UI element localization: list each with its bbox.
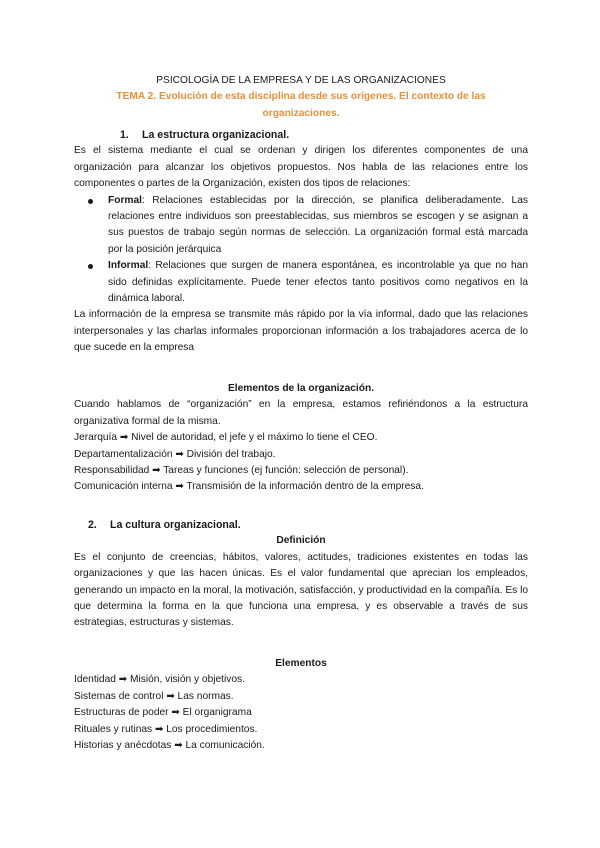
element-term: Comunicación interna <box>74 481 173 493</box>
list-item <box>74 738 528 754</box>
list-item <box>74 672 528 688</box>
arrow-icon: ➡ <box>175 481 184 493</box>
course-title: PSICOLOGÍA DE LA EMPRESA Y DE LAS ORGANIZACIONES <box>156 75 446 86</box>
section-2-title: La cultura organizacional. <box>110 519 241 531</box>
section-1-intro: Es el sistema mediante el cual se ordenan y dirigen los diferentes componentes de una organización para alcanzar los objetivos propuestos. Nos habla de las relaciones entre los componentes o partes de la Organización, existen dos tipos de relaciones: <box>74 145 528 190</box>
culture-elements-title: Elementos <box>275 658 327 669</box>
element-description: División del trabajo. <box>186 448 276 460</box>
section-2-number: 2. <box>88 519 97 531</box>
element-term: Jerarquía <box>74 432 118 444</box>
section-1-title: La estructura organizacional. <box>142 129 290 141</box>
document-header <box>74 73 528 122</box>
section-1-number: 1. <box>120 129 129 141</box>
org-elements <box>74 381 528 496</box>
culture-elements <box>74 656 528 754</box>
arrow-icon: ➡ <box>118 674 128 686</box>
arrow-icon: ➡ <box>171 707 180 719</box>
element-description: Nivel de autoridad, el jefe y el máximo lo tiene el CEO. <box>131 432 378 444</box>
element-description: Transmisión de la información dentro de la empresa. <box>186 481 424 493</box>
arrow-icon: ➡ <box>175 448 184 460</box>
element-description: El organigrama <box>182 707 252 719</box>
list-item <box>74 258 528 307</box>
bullet-term: Formal <box>108 194 142 206</box>
arrow-icon: ➡ <box>119 432 129 444</box>
element-term: Historias y anécdotas <box>74 740 172 752</box>
bullet-text: : Relaciones que surgen de manera espontánea, es incontrolable ya que no han sido definidas explícitamente. Puede tener efectos tanto positivos como negativos en la dinámica laboral. <box>108 260 528 305</box>
list-item <box>74 479 528 495</box>
section-2-heading <box>74 517 528 533</box>
element-term: Departamentalización <box>74 448 173 460</box>
element-term: Sistemas de control <box>74 690 164 702</box>
theme-title: TEMA 2. Evolución de esta disciplina desde sus orígenes. El contexto de las organizaciones. <box>116 91 486 119</box>
definition-text: Es el conjunto de creencias, hábitos, valores, actitudes, tradiciones existentes en todas las organizaciones y que las hacen únicas. Es el valor fundamental que aprecian los empleados, generando un impacto en la moral, la motivación, satisfacción, y productividad en la compañía. Es lo que determina la forma en la que funciona una empresa, y es observable a través de sus estrategias, estructuras y sistemas. <box>74 551 528 629</box>
element-description: Misión, visión y objetivos. <box>130 674 245 686</box>
element-description: Las normas. <box>177 690 234 702</box>
org-elements-intro: Cuando hablamos de “organización” en la empresa, estamos refiriéndonos a la estructura organizativa formal de la misma. <box>74 399 528 427</box>
list-item <box>74 447 528 463</box>
relations-list <box>74 193 528 308</box>
element-term: Estructuras de poder <box>74 707 169 719</box>
list-item <box>74 430 528 446</box>
section-1-outro: La información de la empresa se transmite más rápido por la vía informal, dado que las relaciones interpersonales y las charlas informales proporcionan información a los trabajadores acerca de lo que sucede en la empresa <box>74 309 528 354</box>
list-item <box>74 193 528 259</box>
list-item <box>74 705 528 721</box>
definition-title: Definición <box>276 535 326 547</box>
bullet-text: : Relaciones establecidas por la dirección, se planifica deliberadamente. Las relaciones entre individuos son preestablecidas, sus miembros se escogen y se asignan a sus puestos de trabajo según normas de selección. La organización formal está marcada por la posición jerárquica <box>108 194 528 255</box>
arrow-icon: ➡ <box>154 723 164 735</box>
arrow-icon: ➡ <box>166 690 175 702</box>
element-description: Los procedimientos. <box>166 723 258 735</box>
section-1-heading <box>74 127 528 143</box>
org-elements-title: Elementos de la organización. <box>227 383 375 394</box>
list-item <box>74 463 528 479</box>
element-term: Identidad <box>74 674 116 686</box>
list-item <box>74 722 528 738</box>
section-2 <box>74 517 528 632</box>
list-item <box>74 689 528 705</box>
element-term: Rituales y rutinas <box>74 723 153 735</box>
element-description: La comunicación. <box>185 740 265 752</box>
element-description: Tareas y funciones (ej función: selección de personal). <box>163 465 409 477</box>
element-term: Responsabilidad <box>74 465 150 477</box>
arrow-icon: ➡ <box>174 740 183 752</box>
arrow-icon: ➡ <box>152 465 161 477</box>
bullet-term: Informal <box>108 260 149 272</box>
section-1 <box>74 127 528 357</box>
